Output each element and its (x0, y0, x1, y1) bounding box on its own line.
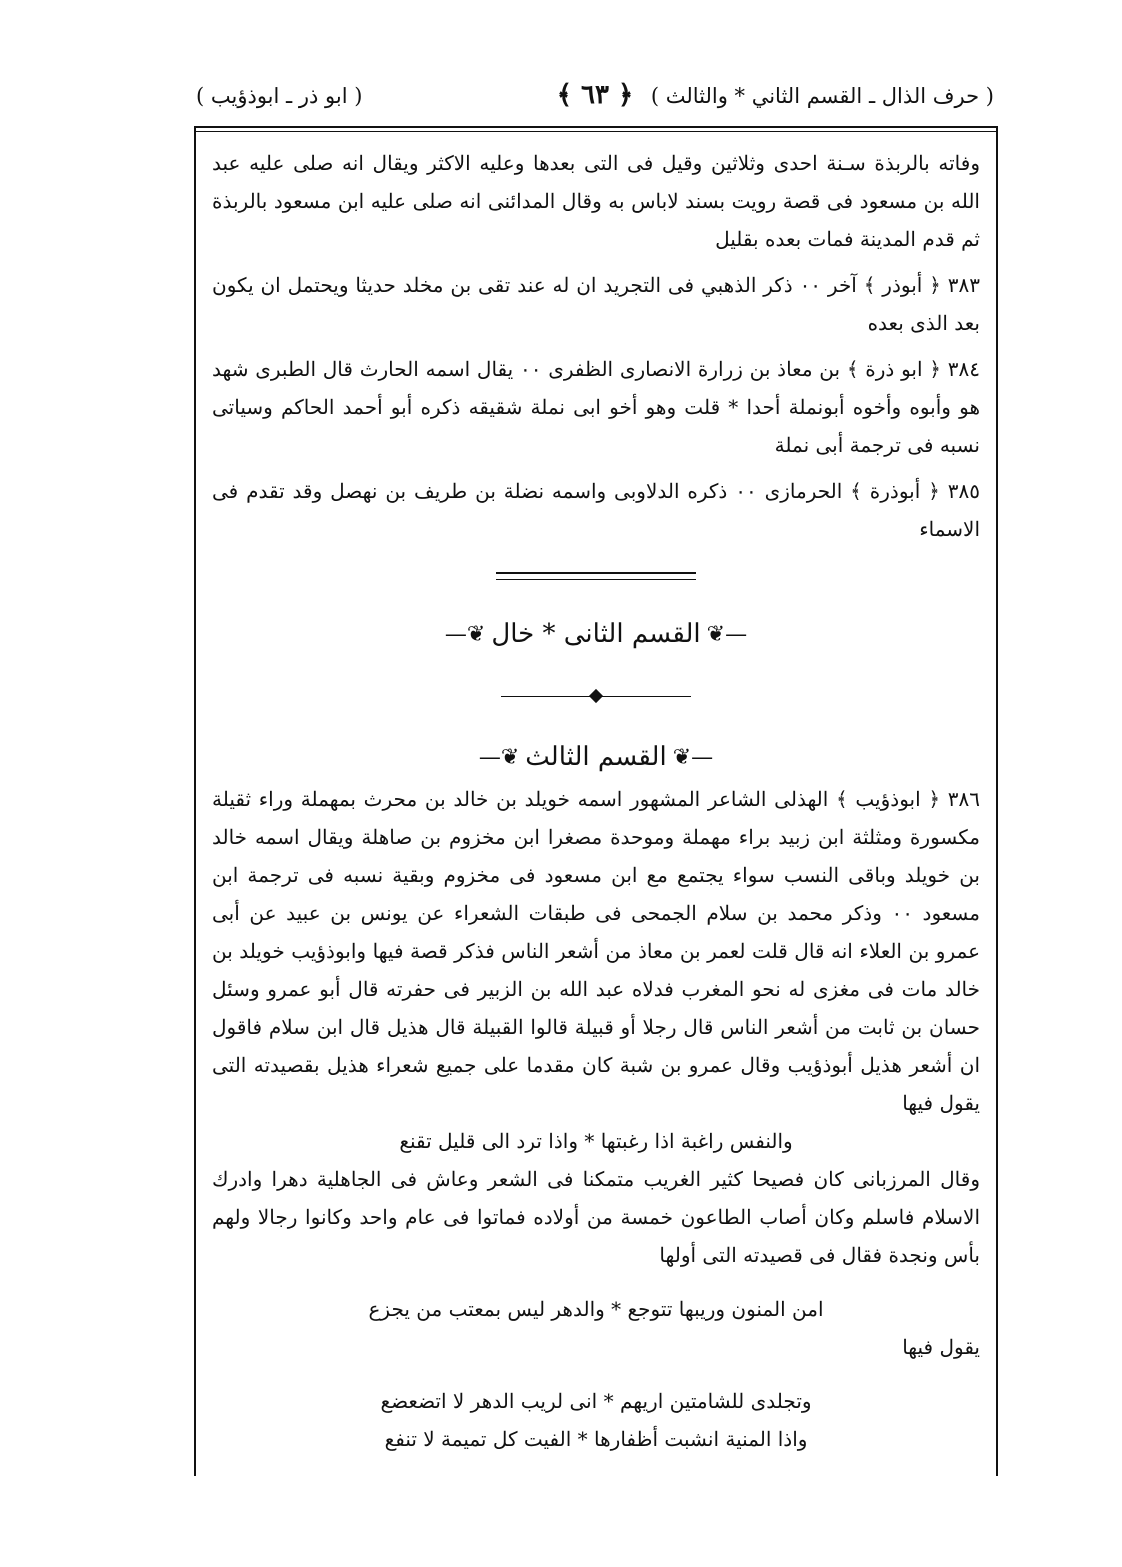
entry-384: ٣٨٤ ﴿ ابو ذرة ﴾ بن معاذ بن زرارة الانصارى الظفرى ٠٠ يقال اسمه الحارث قال الطبرى شهد هو وأبوه وأخوه أبونملة أحدا * قلت وهو أخو ابى نملة شقيقه ذكره أبو أحمد الحاكم وسياتى نسبه فى ترجمة أبى نملة (212, 357, 980, 457)
section-heading-part-three (212, 735, 980, 780)
diamond-divider (501, 691, 691, 703)
section-heading-part-two-text: القسم الثانى * خال (491, 619, 701, 649)
paragraph-abu-dhar-death: وفاته بالربذة سـنة احدى وثلاثين وقيل فى التى بعدها وعليه الاكثر ويقال انه صلى عليه عبد الله بن مسعود فى قصة رويت بسند لاباس به وقال المدائنى انه صلى عليه ابن مسعود بالربذة ثم قدم المدينة فمات بعده بقليل (212, 151, 980, 251)
page-header (196, 80, 994, 124)
ornament-icon: ❦— (478, 745, 520, 770)
ornament-icon: ❦— (444, 622, 486, 647)
label-yaqul-fiha: يقول فيها (902, 1335, 980, 1359)
text-frame (194, 126, 998, 1476)
verse-line: وتجلدى للشامتين اريهم * انى لريب الدهر لا اتضعضع (380, 1389, 812, 1413)
diamond-icon (589, 689, 603, 703)
section-divider (496, 572, 696, 580)
ornament-icon: —❦ (672, 745, 714, 770)
verse-line: والنفس راغبة اذا رغبتها * واذا ترد الى قليل تقنع (399, 1129, 793, 1153)
paragraph-marzubani: وقال المرزبانى كان فصيحا كثير الغريب متمكنا فى الشعر وعاش فى الجاهلية دهرا وادرك الاسلام فاسلم وكان أصاب الطاعون خمسة من أولاده فماتوا فى عام واحد وكانوا رجالا ولهم بأس ونجدة فقال فى قصيدته التى أولها (212, 1167, 980, 1267)
entry-385: ٣٨٥ ﴿ أبوذرة ﴾ الحرمازى ٠٠ ذكره الدلاوبى واسمه نضلة بن طريف بن نهصل وقد تقدم فى الاسماء (212, 479, 981, 541)
entry-386: ٣٨٦ ﴿ ابوذؤيب ﴾ الهذلى الشاعر المشهور اسمه خويلد بن خالد بن محرث بمهملة وراء ثقيلة مكسورة ومثلثة ابن زبيد براء مهملة وموحدة مصغرا ابن مخزوم بن صاهلة ويقال اسمه خالد بن خويلد وباقى النسب سواء يجتمع مع ابن مسعود فى مخزوم وبقية نسبه فى ترجمة ابن مسعود ٠٠ وذكر محمد بن سلام الجمحى فى طبقات الشعراء عن يونس بن عبيد عن أبى عمرو بن العلاء انه قال قلت لعمر بن معاذ من أشعر الناس فذكر قصة فيها وابوذؤيب خويلد بن خالد مات فى مغزى له نحو المغرب فدلاه عبد الله بن الزبير فى حفرته قال أبو عمرو وسئل حسان بن ثابت من أشعر الناس قال رجلا أو قبيلة قالوا القبيلة قال هذيل قال ابن سلام فاقول ان أشعر هذيل أبوذؤيب وقال عمرو بن شبة كان مقدما على جميع شعراء هذيل بقصيدته التى يقول فيها (212, 787, 981, 1115)
section-heading-part-two (212, 612, 980, 657)
section-heading-part-three-text: القسم الثالث (525, 742, 667, 772)
verse-line: واذا المنية انشبت أظفارها * الفيت كل تميمة لا تنفع (384, 1427, 808, 1451)
page-number: ﴿ ٦٣ ﴾ (556, 80, 634, 110)
entry-383: ٣٨٣ ﴿ أبوذر ﴾ آخر ٠٠ ذكر الذهبي فى التجريد ان له عند تقى بن مخلد حديثا ويحتمل ان يكون بعد الذى بعده (212, 273, 980, 335)
page-content (212, 144, 980, 1458)
header-entry-range: ( ابو ذر ـ ابوذؤيب ) (196, 84, 363, 108)
header-chapter-title: ( حرف الذال ـ القسم الثاني * والثالث ) (650, 84, 994, 108)
verse-line: امن المنون وريبها تتوجع * والدهر ليس بمعتب من يجزع (368, 1297, 824, 1321)
ornament-icon: —❦ (706, 622, 748, 647)
